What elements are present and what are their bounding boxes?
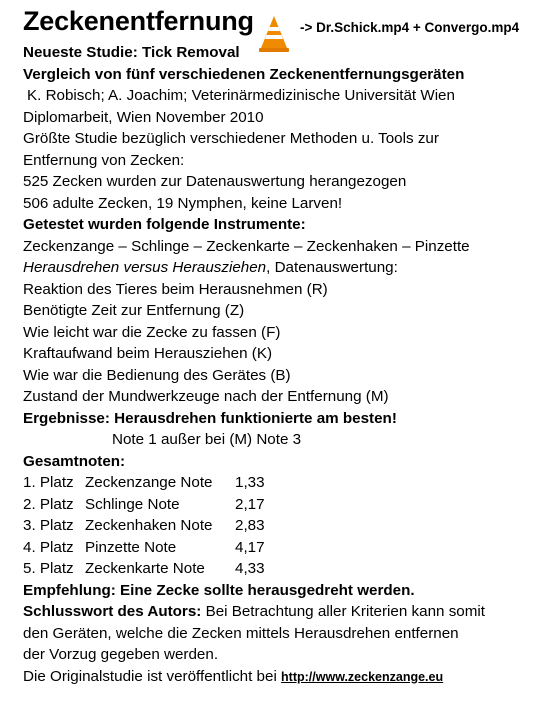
results-note: Note 1 außer bei (M) Note 3 [112, 431, 302, 448]
source-link[interactable]: http://www.zeckenzange.eu [281, 669, 444, 684]
study-headline: Neueste Studie: Tick Removal [23, 44, 240, 61]
source-line [23, 666, 533, 689]
ranking-place: 1. Platz [23, 474, 74, 491]
ticks-total: 525 Zecken wurden zur Datenauswertung herangezogen [23, 173, 407, 190]
page-title: Zeckenentfernung [23, 6, 254, 36]
ranking-place: 4. Platz [23, 538, 74, 556]
ranking-row [23, 515, 533, 537]
study-subheadline: Vergleich von fünf verschiedenen Zeckenentfernungsgeräten [23, 65, 465, 83]
closing-text: Bei Betrachtung aller Kriterien kann somit [201, 603, 485, 620]
ranking-tool: Pinzette Note [85, 538, 177, 556]
media-reference: -> Dr.Schick.mp4 + Convergo.mp4 [300, 20, 520, 35]
ranking-place: 2. Platz [23, 495, 74, 513]
ranking-grade: 2,83 [235, 517, 265, 534]
ranking-grade: 2,17 [235, 495, 265, 513]
study-thesis: Diplomarbeit, Wien November 2010 [23, 108, 264, 126]
ranking-place: 5. Platz [23, 560, 74, 577]
closing-line-1 [23, 601, 533, 623]
ranking-place: 3. Platz [23, 517, 74, 534]
criterion-item: Kraftaufwand beim Herausziehen (K) [23, 345, 273, 362]
ranking-row [23, 537, 533, 559]
ticks-detail: 506 adulte Zecken, 19 Nymphen, keine Larven! [23, 194, 343, 212]
ranking-row [23, 494, 533, 516]
results-heading: Ergebnisse: Herausdrehen funktionierte am besten! [23, 409, 397, 427]
ranking-tool: Schlinge Note [85, 495, 180, 513]
criterion-item: Zustand der Mundwerkzeuge nach der Entfernung (M) [23, 388, 389, 405]
method-rest: , Datenauswertung: [266, 259, 398, 276]
ranking-grade: 4,33 [235, 560, 265, 577]
instruments-heading: Getestet wurden folgende Instrumente: [23, 216, 306, 233]
ranking-tool: Zeckenkarte Note [85, 560, 205, 577]
closing-label: Schlusswort des Autors: [23, 603, 202, 620]
closing-line-3: der Vorzug gegeben werden. [23, 646, 219, 663]
study-scope-2: Entfernung von Zecken: [23, 151, 185, 169]
closing-line-2: den Geräten, welche die Zecken mittels Herausdrehen entfernen [23, 624, 459, 642]
method-line [23, 257, 533, 279]
document-body [23, 42, 533, 688]
criterion-item: Reaktion des Tieres beim Herausnehmen (R) [23, 280, 328, 298]
criterion-item: Wie leicht war die Zecke zu fassen (F) [23, 323, 281, 341]
recommendation: Empfehlung: Eine Zecke sollte herausgedreht werden. [23, 581, 415, 599]
criterion-item: Wie war die Bedienung des Gerätes (B) [23, 366, 291, 384]
ranking-tool: Zeckenhaken Note [85, 517, 213, 534]
ranking-row [23, 472, 533, 494]
ranking-grade: 4,17 [235, 538, 265, 556]
grades-heading: Gesamtnoten: [23, 452, 126, 470]
ranking-tool: Zeckenzange Note [85, 474, 213, 491]
criterion-item: Benötigte Zeit zur Entfernung (Z) [23, 302, 245, 319]
ranking-grade: 1,33 [235, 474, 265, 491]
source-text: Die Originalstudie ist veröffentlicht bei [23, 667, 282, 685]
study-scope-1: Größte Studie bezüglich verschiedener Methoden u. Tools zur [23, 130, 439, 147]
ranking-row [23, 558, 533, 580]
method-italic: Herausdrehen versus Herausziehen [23, 259, 267, 276]
instruments-list: Zeckenzange – Schlinge – Zeckenkarte – Zeckenhaken – Pinzette [23, 237, 470, 255]
study-authors: K. Robisch; A. Joachim; Veterinärmedizinische Universität Wien [27, 87, 455, 104]
